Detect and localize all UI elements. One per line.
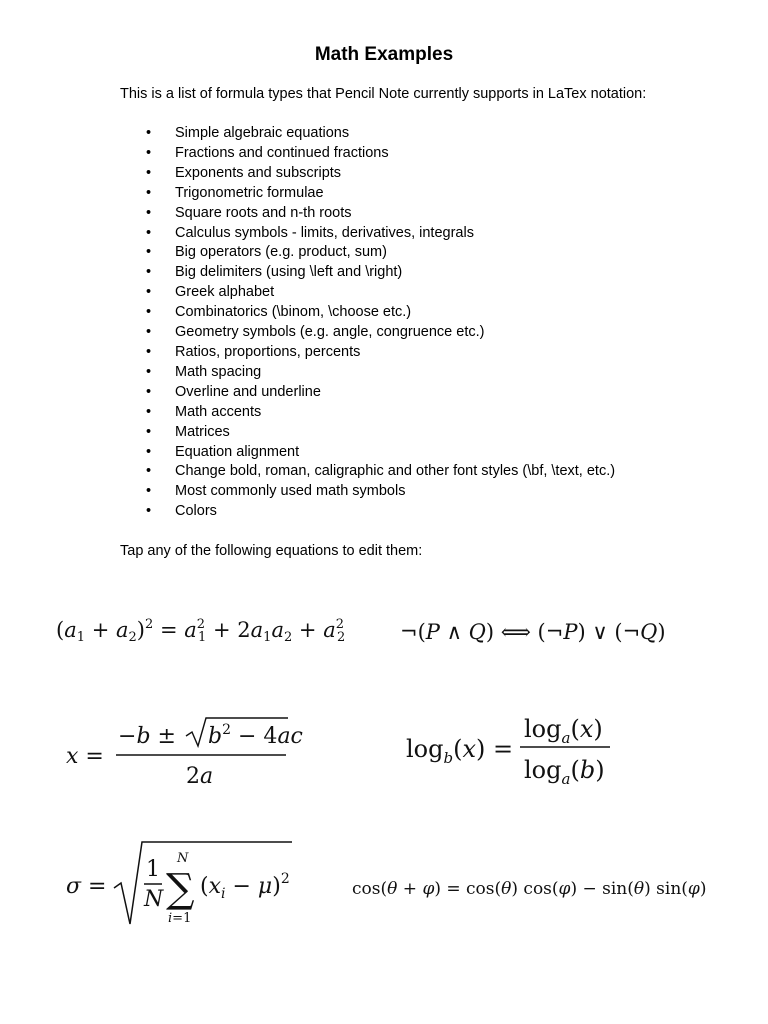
tap-instruction: Tap any of the following equations to edit them: xyxy=(120,543,423,559)
bullet-icon: • xyxy=(146,125,152,141)
list-item-label: Combinatorics (\binom, \choose etc.) xyxy=(175,304,412,321)
list-item-label: Equation alignment xyxy=(175,443,300,460)
svg-text:cos(θ + φ) = cos(θ) cos(φ) − s: cos(θ + φ) = cos(θ) cos(φ) − sin(θ) sin(φ) xyxy=(352,879,707,899)
bullet-icon: • xyxy=(146,483,152,500)
bullet-icon: • xyxy=(146,264,152,281)
svg-text:N: N xyxy=(144,887,164,912)
list-item xyxy=(146,482,615,502)
list-item xyxy=(146,383,615,403)
bullet-icon: • xyxy=(146,224,152,241)
list-item xyxy=(146,403,615,423)
bullet-icon: • xyxy=(146,383,152,400)
svg-text:¬(P ∧ Q) ⟺ (¬P) ∨ (¬Q): ¬(P ∧ Q) ⟺ (¬P) ∨ (¬Q) xyxy=(400,620,666,644)
list-item xyxy=(146,144,615,164)
svg-text:(xi − μ)2: $(x_i - \mu)^2$ xyxy=(200,871,290,902)
bullet-icon: • xyxy=(146,503,152,520)
list-item xyxy=(146,124,615,144)
bullet-icon: • xyxy=(146,463,152,480)
bullet-icon: • xyxy=(146,244,152,261)
list-item-label: Fractions and continued fractions xyxy=(175,144,389,161)
svg-text:N: N xyxy=(177,851,189,866)
list-item-label: Overline and underline xyxy=(175,383,321,400)
svg-text:i=1: i=1 xyxy=(168,911,192,926)
list-item xyxy=(146,343,615,363)
bullet-icon: • xyxy=(146,363,152,380)
svg-text:−b ±: −b ± xyxy=(118,724,176,749)
list-item-label: Calculus symbols - limits, derivatives, integrals xyxy=(175,224,474,241)
list-item-label: Change bold, roman, caligraphic and other font styles (\bf, \text, etc.) xyxy=(175,463,616,480)
list-item-label: Matrices xyxy=(175,423,230,440)
list-item xyxy=(146,443,615,463)
list-item-label: Geometry symbols (e.g. angle, congruence etc.) xyxy=(175,324,485,341)
list-item xyxy=(146,502,615,522)
list-item xyxy=(146,303,615,323)
bullet-icon: • xyxy=(146,443,152,460)
equation-quadratic-formula[interactable] xyxy=(66,712,303,792)
svg-text:loga(x): $\log_a(x)$ xyxy=(524,715,603,747)
feature-list xyxy=(146,124,615,522)
list-item-label: Trigonometric formulae xyxy=(175,184,324,201)
page-title: Math Examples xyxy=(314,44,454,65)
list-item xyxy=(146,263,615,283)
intro-text: This is a list of formula types that Pencil Note currently supports in LaTex notation: xyxy=(120,86,647,102)
list-item-label: Ratios, proportions, percents xyxy=(175,343,361,360)
bullet-icon: • xyxy=(146,204,152,221)
list-item xyxy=(146,184,615,204)
bullet-icon: • xyxy=(146,284,152,301)
list-item-label: Exponents and subscripts xyxy=(175,164,342,181)
svg-text:loga(b): $\log_a(b)$ xyxy=(524,756,605,788)
list-item xyxy=(146,283,615,303)
list-item xyxy=(146,243,615,263)
svg-text:σ =: σ = xyxy=(66,874,107,899)
svg-text:∑: ∑ xyxy=(166,866,195,912)
list-item-label: Greek alphabet xyxy=(175,284,275,301)
list-item-label: Math spacing xyxy=(175,363,262,380)
equation-cosine-addition[interactable] xyxy=(352,870,712,906)
list-item xyxy=(146,462,615,482)
bullet-icon: • xyxy=(146,184,152,201)
bullet-icon: • xyxy=(146,324,152,341)
list-item xyxy=(146,363,615,383)
equation-binomial-square[interactable] xyxy=(56,610,346,650)
equation-log-change-of-base[interactable] xyxy=(406,708,616,788)
list-item xyxy=(146,164,615,184)
list-item-label: Big operators (e.g. product, sum) xyxy=(175,244,387,261)
svg-text:1: 1 xyxy=(146,857,160,882)
bullet-icon: • xyxy=(146,403,152,420)
svg-text:x =: x = xyxy=(66,744,104,769)
list-item-label: Colors xyxy=(175,503,217,520)
bullet-icon: • xyxy=(146,423,152,440)
svg-text:2a: 2a xyxy=(186,764,214,789)
bullet-icon: • xyxy=(146,144,152,161)
list-item xyxy=(146,204,615,224)
list-item-label: Simple algebraic equations xyxy=(175,125,350,141)
list-item xyxy=(146,224,615,244)
equation-de-morgan[interactable] xyxy=(400,612,666,652)
list-item xyxy=(146,423,615,443)
list-item-label: Math accents xyxy=(175,403,262,420)
svg-text:logb(x) =: $\log_b(x)$ = xyxy=(406,735,514,767)
bullet-icon: • xyxy=(146,343,152,360)
list-item-label: Big delimiters (using \left and \right) xyxy=(175,264,403,281)
svg-text:(a1 + a2)2 = a21 + 2a1a2 + a22: $(a1 + a2)^2 = a^2$ $1 + 2a1a2 + a^2$ 2 xyxy=(56,617,346,645)
list-item-label: Square roots and n-th roots xyxy=(175,204,352,221)
list-item-label: Most commonly used math symbols xyxy=(175,483,406,500)
equation-standard-deviation[interactable] xyxy=(66,838,306,930)
bullet-icon: • xyxy=(146,164,152,181)
list-item xyxy=(146,323,615,343)
bullet-icon: • xyxy=(146,304,152,321)
svg-text:b2 − 4ac: $b^2 - 4ac$ xyxy=(208,722,303,749)
